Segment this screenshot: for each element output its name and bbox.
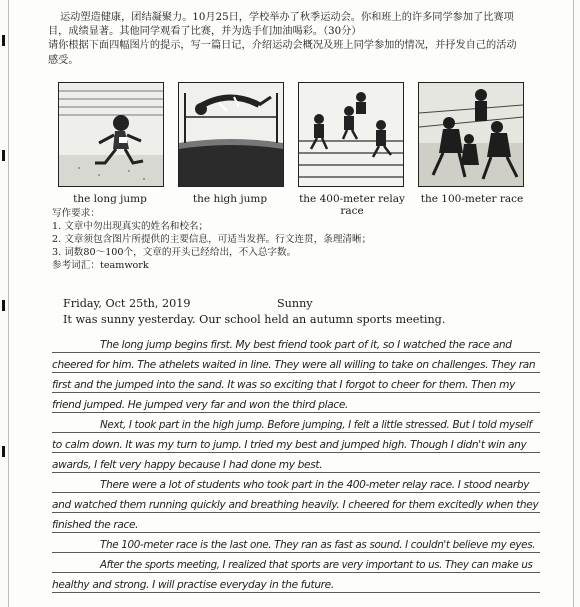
diary-date: Friday, Oct 25th, 2019 bbox=[63, 297, 191, 310]
sprint-race-illustration bbox=[418, 82, 524, 187]
diary-opening: It was sunny yesterday. Our school held an autumn sports meeting. bbox=[63, 313, 446, 326]
answer-line bbox=[52, 356, 540, 373]
writing-requirements bbox=[52, 207, 552, 272]
relay-race-illustration bbox=[298, 82, 404, 187]
handwritten-text: The long jump begins first. My best friend took part of it, so I watched the race and bbox=[100, 339, 512, 351]
prompt-line: 感受。 bbox=[48, 54, 79, 66]
answer-line bbox=[52, 376, 540, 393]
long-jump-illustration bbox=[58, 82, 164, 187]
requirement-item: 1. 文章中勿出现真实的姓名和校名； bbox=[52, 221, 209, 233]
handwritten-text: awards, I felt very happy because I had done my best. bbox=[52, 459, 323, 471]
answer-line bbox=[52, 496, 540, 513]
prompt-line: 运动塑造健康，团结凝聚力。10月25日，学校举办了秋季运动会。你和班上的许多同学参加了比赛项 bbox=[60, 12, 514, 23]
requirement-item: 2. 文章须包含图片所提供的主要信息，可适当发挥。行文连贯，条理清晰； bbox=[52, 234, 372, 246]
caption-relay-race: the 400-meter relay race bbox=[299, 193, 405, 217]
handwritten-text: The 100-meter race is the last one. They ran as fast as sound. I couldn't believe my eyes. bbox=[100, 539, 536, 551]
answer-line bbox=[52, 576, 540, 593]
margin-mark bbox=[2, 300, 5, 311]
answer-line bbox=[52, 536, 540, 553]
answer-line bbox=[52, 516, 540, 533]
writing-prompt bbox=[48, 11, 548, 68]
caption-high-jump: the high jump bbox=[192, 193, 268, 205]
handwritten-text: first and the jumped into the sand. It was so exciting that I forgot to cheer for them. Then my bbox=[52, 379, 516, 391]
margin-mark bbox=[2, 446, 5, 457]
handwritten-text: healthy and strong. I will practise everyday in the future. bbox=[52, 579, 334, 591]
handwritten-text: and watched them running quickly and breathing heavily. I cheered for them excitedly when they bbox=[52, 499, 539, 511]
caption-long-jump: the long jump bbox=[73, 193, 147, 205]
handwritten-text: cheered for him. The athelets waited in line. They were all willing to take on challenges. They ran bbox=[52, 359, 536, 371]
answer-line bbox=[52, 556, 540, 573]
answer-line bbox=[52, 336, 540, 353]
answer-line bbox=[52, 396, 540, 413]
high-jump-illustration bbox=[178, 82, 284, 187]
handwritten-text: After the sports meeting, I realized that sports are very important to us. They can make us bbox=[100, 560, 533, 571]
handwritten-text: finished the race. bbox=[52, 519, 139, 531]
answer-line bbox=[52, 476, 540, 493]
requirement-item: 3. 词数80～100个，文章的开头已经给出，不入总字数。 bbox=[52, 247, 297, 259]
prompt-line: 目，成绩显著。其他同学观看了比赛，并为选手们加油喝彩。（30分） bbox=[48, 26, 362, 38]
handwritten-text: to calm down. It was my turn to jump. I tried my best and jumped high. Though I didn't win any bbox=[52, 439, 527, 451]
margin-mark bbox=[2, 150, 5, 161]
handwritten-text: friend jumped. He jumped very far and won the third place. bbox=[52, 399, 349, 411]
handwritten-text: Next, I took part in the high jump. Before jumping, I felt a little stressed. But I told myself bbox=[100, 419, 532, 431]
caption-sprint-race: the 100-meter race bbox=[420, 193, 524, 205]
requirements-heading: 写作要求： bbox=[52, 208, 100, 219]
handwritten-text: There were a lot of students who took part in the 400-meter relay race. I stood nearby bbox=[100, 479, 530, 491]
margin-mark bbox=[2, 35, 5, 46]
diary-weather: Sunny bbox=[277, 297, 313, 310]
answer-line bbox=[52, 416, 540, 433]
answer-line bbox=[52, 436, 540, 453]
reference-vocabulary: 参考词汇：teamwork bbox=[52, 260, 149, 272]
answer-line bbox=[52, 456, 540, 473]
prompt-line: 请你根据下面四幅图片的提示，写一篇日记，介绍运动会概况及班上同学参加的情况，并抒发自己的活动 bbox=[48, 40, 517, 52]
